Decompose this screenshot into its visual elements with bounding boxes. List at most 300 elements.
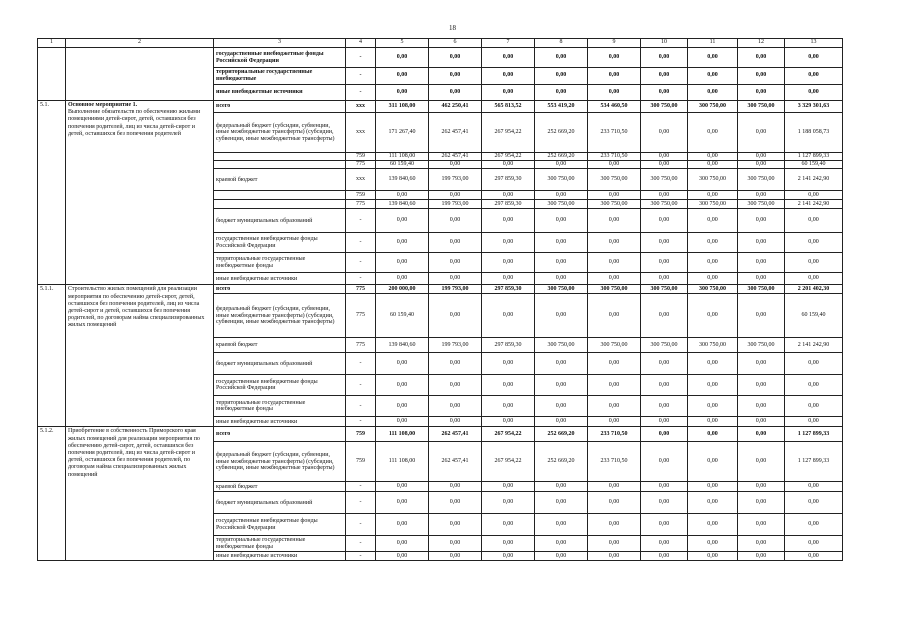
funding-source-cell: всего	[214, 427, 346, 442]
amount-cell: 0,00	[429, 482, 482, 492]
amount-cell: 0,00	[588, 396, 641, 417]
amount-cell: 0,00	[738, 253, 785, 273]
budget-table	[37, 38, 843, 561]
amount-cell: 252 669,20	[535, 442, 588, 482]
amount-cell: 3 329 301,63	[785, 101, 843, 113]
amount-cell: 0,00	[688, 417, 738, 427]
amount-cell: 0,00	[429, 191, 482, 200]
amount-cell: 0,00	[641, 375, 688, 396]
amount-cell: 0,00	[482, 253, 535, 273]
amount-cell: 0,00	[738, 375, 785, 396]
funding-source-cell: федеральный бюджет (субсидии, субвенции, иные межбюджетные трансферты) (субсидии, субвенции, иные межбюджетные трансферты)	[214, 294, 346, 338]
amount-cell: 0,00	[688, 48, 738, 68]
amount-cell: 2 201 402,30	[785, 285, 843, 294]
amount-cell: 0,00	[738, 273, 785, 285]
amount-cell: 0,00	[785, 514, 843, 536]
amount-cell: 267 954,22	[482, 427, 535, 442]
amount-cell: 300 750,00	[641, 101, 688, 113]
amount-cell: 2 141 242,90	[785, 200, 843, 209]
amount-cell: 233 710,50	[588, 153, 641, 161]
budget-code-cell: -	[346, 536, 376, 552]
amount-cell: 0,00	[588, 191, 641, 200]
amount-cell: 252 669,20	[535, 427, 588, 442]
item-number-cell: 5.1.2.	[38, 427, 66, 561]
funding-source-cell: краевой бюджет	[214, 169, 346, 191]
amount-cell: 0,00	[588, 209, 641, 233]
budget-code-cell: -	[346, 552, 376, 561]
amount-cell: 0,00	[482, 552, 535, 561]
funding-source-cell: государственные внебюджетные фонды Российской Федерации	[214, 48, 346, 68]
budget-code-cell: 759	[346, 191, 376, 200]
amount-cell: 0,00	[429, 536, 482, 552]
amount-cell: 0,00	[738, 161, 785, 169]
amount-cell: 0,00	[588, 353, 641, 375]
amount-cell: 0,00	[641, 113, 688, 153]
amount-cell: 171 267,40	[376, 113, 429, 153]
amount-cell: 0,00	[482, 375, 535, 396]
amount-cell: 0,00	[482, 85, 535, 101]
budget-code-cell: ххх	[346, 169, 376, 191]
amount-cell: 0,00	[738, 552, 785, 561]
amount-cell: 0,00	[482, 353, 535, 375]
amount-cell: 0,00	[688, 113, 738, 153]
amount-cell: 0,00	[641, 161, 688, 169]
amount-cell: 60 159,40	[376, 294, 429, 338]
amount-cell: 0,00	[688, 294, 738, 338]
column-number: 9	[588, 39, 641, 48]
amount-cell: 0,00	[785, 417, 843, 427]
amount-cell: 0,00	[482, 492, 535, 514]
amount-cell: 0,00	[429, 48, 482, 68]
amount-cell: 0,00	[738, 442, 785, 482]
budget-code-cell: 759	[346, 442, 376, 482]
amount-cell: 0,00	[535, 48, 588, 68]
amount-cell: 297 859,30	[482, 200, 535, 209]
amount-cell: 0,00	[688, 536, 738, 552]
amount-cell: 0,00	[688, 85, 738, 101]
item-name-cell	[66, 285, 214, 427]
amount-cell: 0,00	[785, 48, 843, 68]
amount-cell: 0,00	[482, 68, 535, 85]
budget-code-cell: -	[346, 68, 376, 85]
amount-cell: 60 159,40	[785, 294, 843, 338]
item-description: Выполнение обязательств по обеспечению жилыми помещениями детей-сирот, детей, оставшихся без попечения родителей, лиц из числа детей-сирот и детей, оставшихся без попечения родителей	[68, 109, 201, 137]
amount-cell: 0,00	[738, 113, 785, 153]
funding-source-cell: иные внебюджетные источники	[214, 552, 346, 561]
amount-cell: 300 750,00	[688, 338, 738, 353]
amount-cell: 0,00	[482, 514, 535, 536]
funding-source-cell	[214, 200, 346, 209]
amount-cell: 0,00	[588, 514, 641, 536]
amount-cell: 0,00	[641, 536, 688, 552]
item-name-cell	[66, 48, 214, 101]
amount-cell: 0,00	[738, 191, 785, 200]
amount-cell: 0,00	[535, 396, 588, 417]
funding-source-cell: территориальные государственные внебюджетные фонды	[214, 253, 346, 273]
budget-code-cell: -	[346, 417, 376, 427]
amount-cell: 0,00	[641, 552, 688, 561]
amount-cell: 1 127 899,33	[785, 427, 843, 442]
budget-code-cell: -	[346, 492, 376, 514]
amount-cell: 0,00	[376, 273, 429, 285]
funding-source-cell	[214, 191, 346, 200]
budget-code-cell: ххх	[346, 101, 376, 113]
amount-cell: 0,00	[482, 417, 535, 427]
amount-cell: 111 108,00	[376, 427, 429, 442]
column-number: 3	[214, 39, 346, 48]
amount-cell: 0,00	[588, 492, 641, 514]
budget-code-cell: 759	[346, 427, 376, 442]
amount-cell: 0,00	[688, 375, 738, 396]
amount-cell: 233 710,50	[588, 442, 641, 482]
amount-cell: 300 750,00	[535, 200, 588, 209]
column-number: 5	[376, 39, 429, 48]
amount-cell: 534 460,50	[588, 101, 641, 113]
budget-code-cell: 775	[346, 338, 376, 353]
amount-cell: 297 859,30	[482, 169, 535, 191]
item-name-cell	[66, 427, 214, 561]
amount-cell: 0,00	[535, 552, 588, 561]
column-number: 11	[688, 39, 738, 48]
funding-source-cell: государственные внебюджетные фонды Российской Федерации	[214, 514, 346, 536]
funding-source-cell	[214, 161, 346, 169]
amount-cell: 0,00	[376, 514, 429, 536]
funding-source-cell: иные внебюджетные источники	[214, 85, 346, 101]
amount-cell: 0,00	[785, 353, 843, 375]
amount-cell: 0,00	[588, 482, 641, 492]
amount-cell: 0,00	[588, 253, 641, 273]
amount-cell: 0,00	[641, 442, 688, 482]
amount-cell: 0,00	[588, 536, 641, 552]
amount-cell: 267 954,22	[482, 153, 535, 161]
funding-source-cell: территориальные государственные внебюджетные фонды	[214, 536, 346, 552]
funding-source-cell: иные внебюджетные источники	[214, 417, 346, 427]
amount-cell: 0,00	[738, 233, 785, 253]
amount-cell: 0,00	[641, 427, 688, 442]
funding-source-cell: краевой бюджет	[214, 482, 346, 492]
amount-cell: 565 813,52	[482, 101, 535, 113]
amount-cell: 0,00	[588, 273, 641, 285]
amount-cell: 0,00	[688, 442, 738, 482]
funding-source-cell: краевой бюджет	[214, 338, 346, 353]
amount-cell: 0,00	[641, 85, 688, 101]
amount-cell: 0,00	[785, 209, 843, 233]
amount-cell: 0,00	[641, 68, 688, 85]
amount-cell: 262 457,41	[429, 113, 482, 153]
amount-cell: 0,00	[588, 294, 641, 338]
budget-code-cell: -	[346, 375, 376, 396]
budget-code-cell: -	[346, 396, 376, 417]
column-number-row	[38, 39, 843, 48]
amount-cell: 311 108,00	[376, 101, 429, 113]
amount-cell: 0,00	[641, 514, 688, 536]
amount-cell: 0,00	[429, 353, 482, 375]
amount-cell: 0,00	[535, 375, 588, 396]
amount-cell: 0,00	[535, 233, 588, 253]
amount-cell: 267 954,22	[482, 113, 535, 153]
amount-cell: 139 840,60	[376, 169, 429, 191]
funding-source-cell: федеральный бюджет (субсидии, субвенции, иные межбюджетные трансферты) (субсидии, субвенции, иные межбюджетные трансферты)	[214, 113, 346, 153]
column-number: 2	[66, 39, 214, 48]
amount-cell: 300 750,00	[588, 285, 641, 294]
amount-cell: 0,00	[738, 294, 785, 338]
item-description: Строительство жилых помещений для реализации мероприятия по обеспечению детей-сирот, детей, оставшихся без попечения родителей, лиц из числа детей-сирот и детей, оставшихся без попечения родителей, по договорам найма специализированных жилых помещений	[68, 286, 205, 329]
amount-cell: 0,00	[738, 209, 785, 233]
budget-code-cell: 775	[346, 285, 376, 294]
amount-cell: 300 750,00	[738, 285, 785, 294]
amount-cell: 139 840,60	[376, 200, 429, 209]
amount-cell: 0,00	[482, 294, 535, 338]
amount-cell: 1 127 899,33	[785, 442, 843, 482]
amount-cell: 0,00	[688, 353, 738, 375]
amount-cell: 0,00	[688, 273, 738, 285]
amount-cell: 0,00	[376, 233, 429, 253]
amount-cell: 0,00	[376, 68, 429, 85]
amount-cell: 553 419,20	[535, 101, 588, 113]
table-row	[38, 427, 843, 442]
amount-cell: 300 750,00	[641, 200, 688, 209]
amount-cell: 297 859,30	[482, 338, 535, 353]
budget-code-cell: ххх	[346, 113, 376, 153]
amount-cell: 0,00	[641, 48, 688, 68]
amount-cell: 300 750,00	[738, 338, 785, 353]
amount-cell: 0,00	[785, 482, 843, 492]
amount-cell: 0,00	[738, 153, 785, 161]
amount-cell: 0,00	[376, 85, 429, 101]
amount-cell: 0,00	[535, 209, 588, 233]
amount-cell: 0,00	[641, 294, 688, 338]
amount-cell: 0,00	[376, 191, 429, 200]
amount-cell: 297 859,30	[482, 285, 535, 294]
amount-cell: 0,00	[785, 233, 843, 253]
amount-cell: 0,00	[785, 375, 843, 396]
amount-cell: 0,00	[376, 209, 429, 233]
amount-cell: 0,00	[376, 48, 429, 68]
amount-cell: 0,00	[641, 396, 688, 417]
amount-cell: 0,00	[429, 552, 482, 561]
budget-code-cell: -	[346, 514, 376, 536]
amount-cell: 0,00	[482, 396, 535, 417]
amount-cell: 0,00	[482, 209, 535, 233]
budget-code-cell: 775	[346, 161, 376, 169]
amount-cell: 1 188 058,73	[785, 113, 843, 153]
funding-source-cell: государственные внебюджетные фонды Российской Федерации	[214, 375, 346, 396]
amount-cell: 300 750,00	[688, 285, 738, 294]
amount-cell: 0,00	[376, 375, 429, 396]
amount-cell: 0,00	[482, 161, 535, 169]
budget-code-cell: -	[346, 353, 376, 375]
amount-cell: 300 750,00	[588, 338, 641, 353]
amount-cell: 300 750,00	[588, 200, 641, 209]
amount-cell: 300 750,00	[641, 285, 688, 294]
funding-source-cell: всего	[214, 101, 346, 113]
amount-cell: 0,00	[429, 85, 482, 101]
amount-cell: 199 793,00	[429, 169, 482, 191]
amount-cell: 0,00	[688, 233, 738, 253]
amount-cell: 0,00	[688, 427, 738, 442]
budget-code-cell: -	[346, 48, 376, 68]
amount-cell: 0,00	[429, 294, 482, 338]
amount-cell: 262 457,41	[429, 427, 482, 442]
amount-cell: 0,00	[738, 396, 785, 417]
budget-code-cell: 775	[346, 294, 376, 338]
column-number: 4	[346, 39, 376, 48]
funding-source-cell: всего	[214, 285, 346, 294]
funding-source-cell	[214, 153, 346, 161]
column-number: 10	[641, 39, 688, 48]
amount-cell: 0,00	[535, 191, 588, 200]
amount-cell: 199 793,00	[429, 200, 482, 209]
amount-cell: 0,00	[688, 492, 738, 514]
amount-cell: 0,00	[588, 68, 641, 85]
budget-code-cell: -	[346, 273, 376, 285]
amount-cell: 199 793,00	[429, 338, 482, 353]
table-row	[38, 285, 843, 294]
amount-cell: 111 108,00	[376, 442, 429, 482]
amount-cell: 0,00	[688, 68, 738, 85]
amount-cell: 300 750,00	[535, 285, 588, 294]
amount-cell: 0,00	[738, 417, 785, 427]
amount-cell: 0,00	[588, 233, 641, 253]
amount-cell: 0,00	[376, 253, 429, 273]
funding-source-cell: бюджет муниципальных образований	[214, 353, 346, 375]
amount-cell: 300 750,00	[688, 169, 738, 191]
budget-code-cell: 759	[346, 153, 376, 161]
amount-cell: 0,00	[641, 482, 688, 492]
amount-cell: 0,00	[785, 492, 843, 514]
amount-cell: 0,00	[688, 153, 738, 161]
amount-cell: 300 750,00	[738, 169, 785, 191]
amount-cell: 300 750,00	[641, 169, 688, 191]
budget-code-cell: -	[346, 85, 376, 101]
amount-cell: 0,00	[535, 482, 588, 492]
amount-cell: 0,00	[588, 85, 641, 101]
funding-source-cell: бюджет муниципальных образований	[214, 492, 346, 514]
amount-cell: 0,00	[482, 48, 535, 68]
amount-cell: 267 954,22	[482, 442, 535, 482]
amount-cell: 0,00	[785, 191, 843, 200]
amount-cell: 0,00	[482, 482, 535, 492]
funding-source-cell: бюджет муниципальных образований	[214, 209, 346, 233]
amount-cell: 300 750,00	[738, 101, 785, 113]
amount-cell: 0,00	[641, 253, 688, 273]
column-number: 6	[429, 39, 482, 48]
amount-cell: 0,00	[535, 514, 588, 536]
amount-cell: 0,00	[641, 191, 688, 200]
item-number-cell: 5.1.1.	[38, 285, 66, 427]
amount-cell: 0,00	[482, 536, 535, 552]
amount-cell: 111 108,00	[376, 153, 429, 161]
item-number-cell: 5.1.	[38, 101, 66, 285]
amount-cell: 300 750,00	[688, 200, 738, 209]
amount-cell: 0,00	[376, 492, 429, 514]
column-number: 1	[38, 39, 66, 48]
budget-code-cell: -	[346, 253, 376, 273]
amount-cell: 2 141 242,90	[785, 338, 843, 353]
budget-code-cell: -	[346, 209, 376, 233]
amount-cell: 0,00	[641, 153, 688, 161]
column-number: 7	[482, 39, 535, 48]
amount-cell: 233 710,50	[588, 113, 641, 153]
amount-cell: 262 457,41	[429, 153, 482, 161]
amount-cell: 0,00	[535, 353, 588, 375]
amount-cell: 0,00	[738, 514, 785, 536]
amount-cell: 0,00	[688, 191, 738, 200]
amount-cell: 0,00	[785, 273, 843, 285]
amount-cell: 0,00	[429, 375, 482, 396]
amount-cell: 0,00	[688, 161, 738, 169]
amount-cell: 0,00	[738, 492, 785, 514]
amount-cell: 199 793,00	[429, 285, 482, 294]
amount-cell: 0,00	[376, 417, 429, 427]
amount-cell: 300 750,00	[688, 101, 738, 113]
budget-code-cell: -	[346, 233, 376, 253]
column-number: 13	[785, 39, 843, 48]
table-body	[38, 39, 843, 561]
amount-cell: 0,00	[535, 294, 588, 338]
amount-cell: 0,00	[588, 161, 641, 169]
amount-cell: 0,00	[376, 536, 429, 552]
amount-cell: 252 669,20	[535, 113, 588, 153]
funding-source-cell: территориальные государственные внебюджетные	[214, 68, 346, 85]
amount-cell: 0,00	[738, 353, 785, 375]
amount-cell: 0,00	[429, 161, 482, 169]
amount-cell: 0,00	[429, 209, 482, 233]
amount-cell: 0,00	[738, 482, 785, 492]
funding-source-cell: территориальные государственные внебюджетные фонды	[214, 396, 346, 417]
amount-cell: 300 750,00	[588, 169, 641, 191]
amount-cell: 0,00	[535, 417, 588, 427]
amount-cell: 0,00	[376, 396, 429, 417]
amount-cell: 0,00	[429, 417, 482, 427]
page-number: 18	[449, 24, 456, 32]
column-number: 12	[738, 39, 785, 48]
amount-cell: 0,00	[688, 552, 738, 561]
amount-cell: 0,00	[785, 85, 843, 101]
amount-cell: 0,00	[641, 417, 688, 427]
funding-source-cell: иные внебюджетные источники	[214, 273, 346, 285]
amount-cell: 0,00	[738, 48, 785, 68]
amount-cell: 300 750,00	[738, 200, 785, 209]
item-title: Основное мероприятие 1.	[68, 102, 138, 108]
amount-cell: 0,00	[376, 353, 429, 375]
column-number: 8	[535, 39, 588, 48]
table-row	[38, 101, 843, 113]
amount-cell: 0,00	[535, 536, 588, 552]
amount-cell: 0,00	[429, 233, 482, 253]
amount-cell: 300 750,00	[535, 169, 588, 191]
amount-cell: 0,00	[376, 482, 429, 492]
budget-code-cell: -	[346, 482, 376, 492]
amount-cell: 0,00	[535, 161, 588, 169]
amount-cell: 2 141 242,90	[785, 169, 843, 191]
amount-cell: 0,00	[738, 536, 785, 552]
amount-cell: 0,00	[429, 396, 482, 417]
amount-cell: 0,00	[688, 396, 738, 417]
amount-cell: 0,00	[785, 396, 843, 417]
amount-cell: 0,00	[535, 68, 588, 85]
amount-cell: 0,00	[482, 233, 535, 253]
amount-cell: 0,00	[785, 68, 843, 85]
amount-cell: 0,00	[535, 492, 588, 514]
amount-cell: 0,00	[535, 85, 588, 101]
budget-code-cell: 775	[346, 200, 376, 209]
amount-cell: 0,00	[688, 209, 738, 233]
funding-source-cell: государственные внебюджетные фонды Российской Федерации	[214, 233, 346, 253]
amount-cell: 60 159,40	[785, 161, 843, 169]
amount-cell: 0,00	[588, 417, 641, 427]
amount-cell: 0,00	[785, 552, 843, 561]
